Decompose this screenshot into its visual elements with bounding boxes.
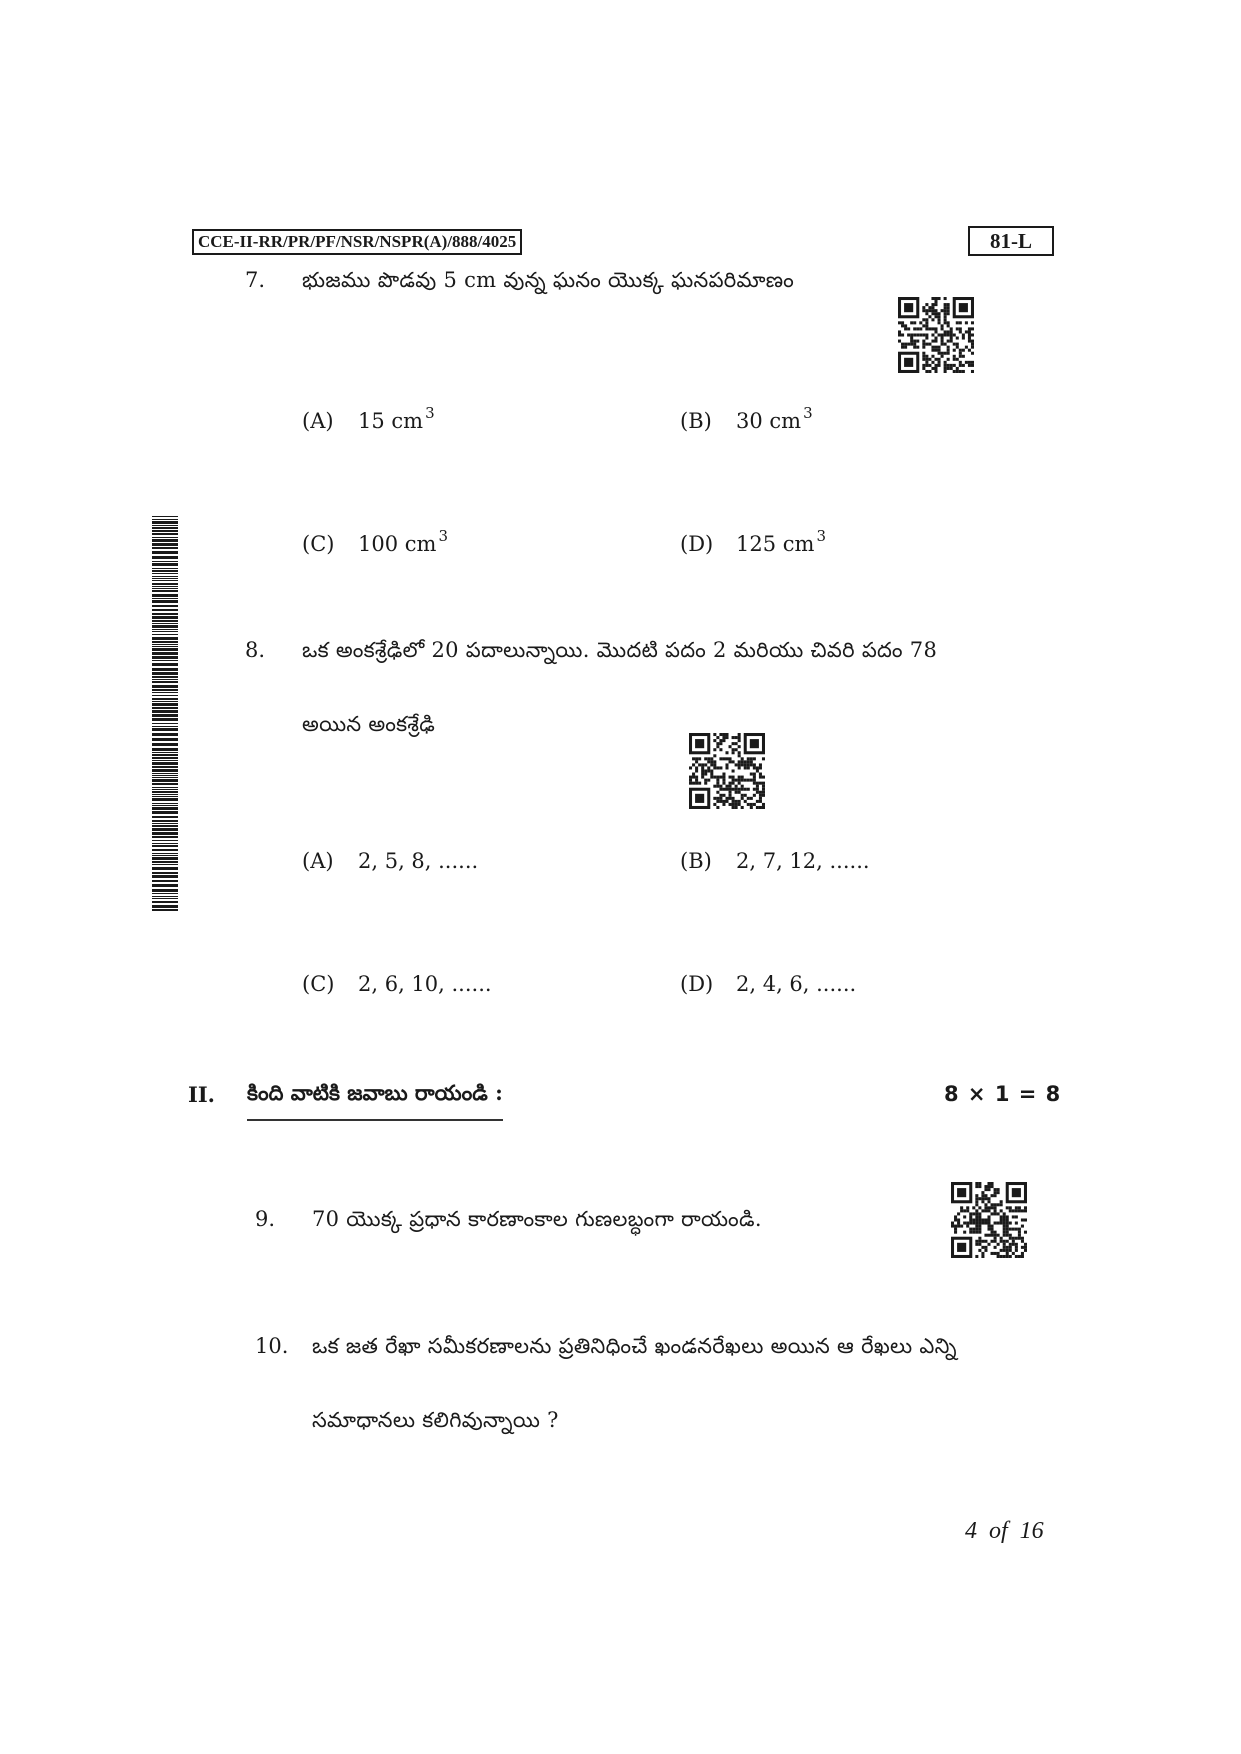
barcode-icon bbox=[152, 516, 178, 911]
question-7-option-d bbox=[680, 527, 826, 556]
option-value: 2, 4, 6, ...... bbox=[736, 972, 857, 996]
qr-code-icon bbox=[898, 297, 974, 373]
option-label: (C) bbox=[302, 532, 335, 556]
question-10-text-line1: ఒక జత రేఖా సమీకరణాలను ప్రతినిధించే ఖండనరేఖలు అయిన ఆ రేఖలు ఎన్ని bbox=[312, 1334, 957, 1358]
question-8-option-a bbox=[302, 849, 478, 873]
question-9-text: 70 యొక్క ప్రధాన కారణాంకాల గుణలబ్ధంగా రాయండి. bbox=[312, 1207, 762, 1231]
paper-code-box: 81-L bbox=[968, 226, 1054, 256]
section-number: II. bbox=[188, 1082, 215, 1107]
question-8-option-d bbox=[680, 972, 856, 996]
option-value: 30 cm bbox=[736, 409, 802, 433]
qr-code-icon bbox=[951, 1182, 1027, 1258]
option-label: (A) bbox=[302, 849, 334, 873]
option-superscript: 3 bbox=[816, 527, 826, 545]
question-7-option-b bbox=[680, 404, 813, 433]
section-title: కింది వాటికి జవాబు రాయండి : bbox=[247, 1080, 503, 1121]
question-8-option-c bbox=[302, 972, 492, 996]
question-8-text-line1: ఒక అంకశ్రేఢిలో 20 పదాలున్నాయి. మొదటి పదం 2 మరియు చివరి పదం 78 bbox=[302, 638, 938, 662]
question-8-text-line2: అయిన అంకశ్రేఢి bbox=[302, 712, 436, 736]
option-value: 2, 6, 10, ...... bbox=[358, 972, 492, 996]
question-7-option-c bbox=[302, 527, 448, 556]
option-value: 2, 7, 12, ...... bbox=[736, 849, 870, 873]
question-10-text-line2: సమాధానలు కలిగివున్నాయి ? bbox=[312, 1408, 559, 1432]
option-superscript: 3 bbox=[438, 527, 448, 545]
option-label: (B) bbox=[680, 409, 712, 433]
option-value: 100 cm bbox=[358, 532, 437, 556]
option-label: (A) bbox=[302, 409, 334, 433]
question-7-option-a bbox=[302, 404, 435, 433]
option-label: (C) bbox=[302, 972, 335, 996]
option-label: (D) bbox=[680, 972, 714, 996]
option-value: 15 cm bbox=[358, 409, 424, 433]
option-superscript: 3 bbox=[803, 404, 813, 422]
option-value: 2, 5, 8, ...... bbox=[358, 849, 479, 873]
question-8-option-b bbox=[680, 849, 870, 873]
exam-code-box: CCE-II-RR/PR/PF/NSR/NSPR(A)/888/4025 bbox=[192, 229, 522, 255]
question-7-text: భుజము పొడవు 5 cm వున్న ఘనం యొక్క ఘనపరిమాణం bbox=[302, 268, 795, 292]
option-label: (B) bbox=[680, 849, 712, 873]
option-value: 125 cm bbox=[736, 532, 815, 556]
question-9-number: 9. bbox=[255, 1207, 276, 1231]
question-10-number: 10. bbox=[255, 1334, 289, 1358]
page-number: 4 of 16 bbox=[965, 1518, 1044, 1544]
option-label: (D) bbox=[680, 532, 714, 556]
qr-code-icon bbox=[689, 733, 765, 809]
option-superscript: 3 bbox=[425, 404, 435, 422]
section-marks: 8 × 1 = 8 bbox=[944, 1082, 1062, 1106]
question-7-number: 7. bbox=[245, 268, 266, 292]
question-8-number: 8. bbox=[245, 638, 266, 662]
